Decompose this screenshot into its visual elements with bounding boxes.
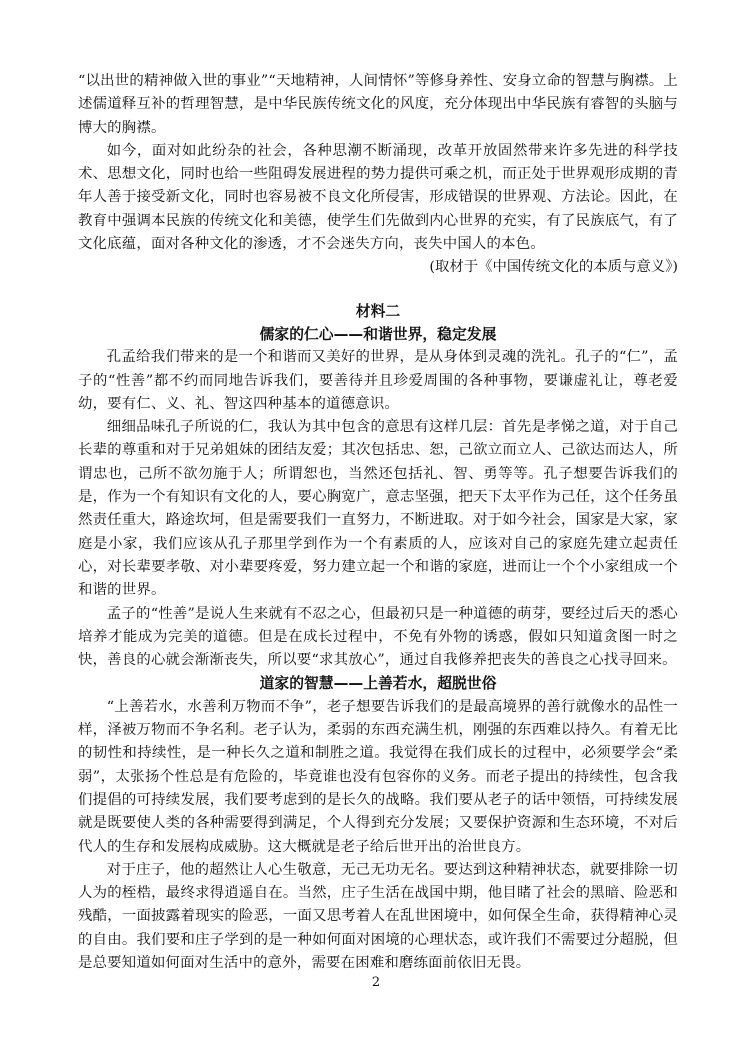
daoist-heading: 道家的智慧——上善若水，超脱世俗 (259, 675, 497, 693)
paragraph-ren: 细细品味孔子所说的仁，我认为其中包含的意思有这样几层：首先是孝悌之道，对于自己长辈的尊重和对于兄弟姐妹的团结友爱；其次包括忠、恕，己欲立而立人、己欲达而达人，所谓忠也，己所不欲勿施于人；所谓恕也，当然还包括礼、智、勇等等。孔子想要告诉我们的是，作为一个有知识有文化的人，要心胸宽广，意志坚强，把天下太平作为己任，这个任务虽然责任重大，路途坎坷，但是需要我们一直努力，不断进取。对于如今社会，国家是大家，家庭是小家，我们应该从孔子那里学到作为一个有素质的人，应该对自己的家庭先建立起责任心，对长辈要孝敬、对小辈要疼爱，努力建立起一个和谐的家庭，进而让一个个小家组成一个和谐的世界。 (78, 419, 678, 599)
paragraph-confucius-mencius: 孔孟给我们带来的是一个和谐而又美好的世界，是从身体到灵魂的洗礼。孔子的“仁”，孟子的“性善”都不约而同地告诉我们，要善待并且珍爱周围的各种事物，要谦虚礼让，尊老爱幼，要有仁、义、礼、智这四种基本的道德意识。 (78, 349, 678, 412)
paragraph-modern-society: 如今，面对如此纷杂的社会，各种思潮不断涌现，改革开放固然带来许多先进的科学技术、思想文化，同时也给一些阻碍发展进程的势力提供可乘之机，而正处于世界观形成期的青年人善于接受新文化，同时也容易被不良文化所侵害，形成错误的世界观、方法论。因此，在教育中强调本民族的传统文化和美德，使学生们先做到内心世界的充实，有了民族底气，有了文化底蕴，面对各种文化的渗透，才不会迷失方向，丧失中国人的本色。 (78, 142, 678, 253)
paragraph-zhuangzi: 对于庄子，他的超然让人心生敬意，无己无功无名。要达到这种精神状态，就要排除一切人为的桎梏，最终求得逍遥自在。当然，庄子生活在战国中期，他目睹了社会的黑暗、险恶和残酷，一面披露着现实的险恶，一面又思考着人在乱世困境中，如何保全生命，获得精神心灵的自由。我们要和庄子学到的是一种如何面对困境的心理状态，或许我们不需要过分超脱，但是总要知道如何面对生活中的意外，需要在困难和磨练面前依旧无畏。 (78, 861, 678, 971)
source-citation: (取材于《中国传统文化的本质与意义》) (429, 259, 678, 276)
material-label: 材料二 (355, 302, 401, 320)
paragraph-continued: “以出世的精神做入世的事业”“天地精神，人间情怀”等修身养性、安身立命的智慧与胸襟。上述儒道释互补的哲理智慧，是中华民族传统文化的风度，充分体现出中华民族有睿智的头脑与博大的胸襟。 (78, 73, 678, 136)
page-number: 2 (371, 975, 381, 990)
paragraph-xingshan: 孟子的“性善”是说人生来就有不忍之心，但最初只是一种道德的萌芽，要经过后天的悉心培养才能成为完美的道德。但是在成长过程中，不免有外物的诱惑，假如只知道贪图一时之快，善良的心就会渐渐丧失，所以要“求其放心”，通过自我修养把丧失的善良之心找寻回来。 (78, 605, 678, 669)
paragraph-laozi: “上善若水，水善利万物而不争”，老子想要告诉我们的是最高境界的善行就像水的品性一样，泽被万物而不争名利。老子认为，柔弱的东西充满生机，刚强的东西难以持久。有着无比的韧性和持续性，是一种长久之道和制胜之道。我觉得在我们成长的过程中，必须要学会“柔弱”，太张扬个性总是有危险的，毕竟谁也没有包容你的义务。而老子提出的持续性，包含我们提倡的可持续发展，我们要考虑到的是长久的战略。我们要从老子的话中领悟，可持续发展就是既要使人类的各种需要得到满足，个人得到充分发展；又要保护资源和生态环境，不对后代人的生存和发展构成威胁。这大概就是老子给后世开出的治世良方。 (78, 698, 678, 855)
page-content (78, 70, 678, 975)
confucian-heading: 儒家的仁心——和谐世界，稳定发展 (259, 325, 497, 343)
